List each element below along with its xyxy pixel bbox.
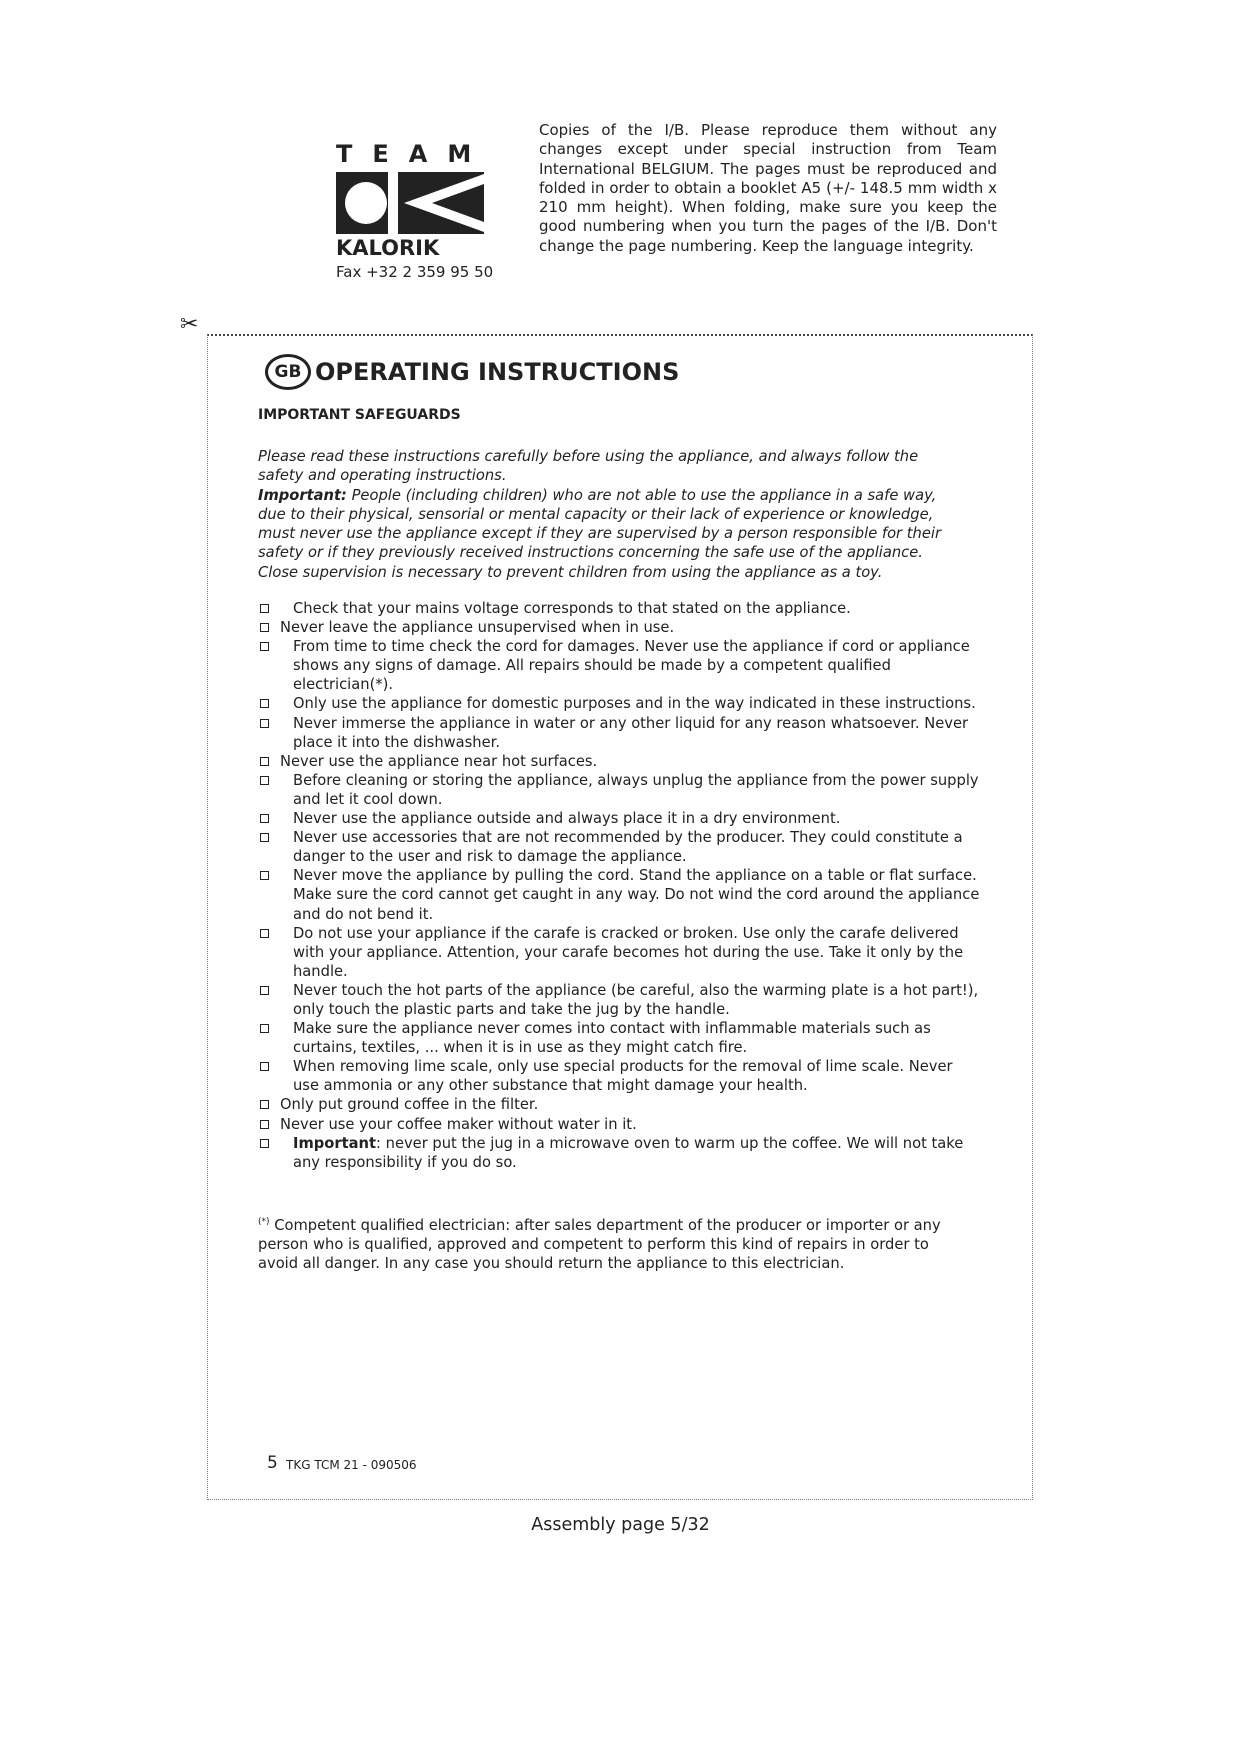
- list-item: [258, 1115, 983, 1134]
- list-item: [258, 1134, 983, 1172]
- checkbox-bullet-icon: [260, 1120, 269, 1129]
- checkbox-bullet-icon: [260, 719, 269, 728]
- footnote-text: Competent qualified electrician: after sales department of the producer or importer or any person who is qualified, approved and competent to perform this kind of repairs in order to avoid all danger. In any case you should return the appliance to this electrician.: [258, 1216, 941, 1273]
- intro-text: [258, 447, 958, 582]
- checkbox-bullet-icon: [260, 814, 269, 823]
- list-item-text: Only put ground coffee in the filter.: [280, 1096, 539, 1114]
- page-title: OPERATING INSTRUCTIONS: [315, 358, 680, 386]
- document-code: TKG TCM 21 - 090506: [286, 1458, 417, 1472]
- section-heading: [265, 354, 679, 390]
- checkbox-bullet-icon: [260, 757, 269, 766]
- list-item: [258, 637, 983, 694]
- scissors-icon: ✂: [180, 312, 199, 337]
- list-item-text: Before cleaning or storing the appliance, always unplug the appliance from the power supply and let it cool down.: [293, 771, 979, 808]
- list-item-text: Check that your mains voltage corresponds to that stated on the appliance.: [293, 600, 851, 617]
- checkbox-bullet-icon: [260, 699, 269, 708]
- list-item-text: Only use the appliance for domestic purposes and in the way indicated in these instructions.: [293, 695, 976, 713]
- safeguards-heading: IMPORTANT SAFEGUARDS: [258, 407, 461, 423]
- list-item-text: When removing lime scale, only use special products for the removal of lime scale. Never use ammonia or any other substance that might damage your health.: [293, 1058, 953, 1095]
- list-item-text: Never immerse the appliance in water or any other liquid for any reason whatsoever. Never place it into the dishwasher.: [293, 714, 969, 751]
- list-item: [258, 809, 983, 828]
- checkbox-bullet-icon: [260, 776, 269, 785]
- list-item: [258, 599, 983, 618]
- checkbox-bullet-icon: [260, 986, 269, 995]
- list-item-text: Never use accessories that are not recommended by the producer. They could constitute a danger to the user and risk to damage the appliance.: [293, 829, 963, 866]
- kalorik-k-mark-icon: [336, 172, 484, 234]
- gb-language-badge: GB: [265, 354, 311, 390]
- assembly-page-label: Assembly page 5/32: [531, 1515, 710, 1535]
- checkbox-bullet-icon: [260, 1024, 269, 1033]
- checkbox-bullet-icon: [260, 1100, 269, 1109]
- logo-brand-text: KALORIK: [336, 236, 440, 260]
- intro-important: [258, 486, 958, 563]
- important-label: Important: [293, 1134, 377, 1152]
- list-item-text: Never touch the hot parts of the appliance (be careful, also the warming plate is a hot part!), only touch the plastic parts and take the jug by the handle.: [293, 981, 979, 1018]
- list-item: [258, 714, 983, 752]
- page-number: 5: [267, 1453, 278, 1473]
- copies-instruction-note: Copies of the I/B. Please reproduce them without any changes except under special instruction from Team International BELGIUM. The pages must be reproduced and folded in order to obtain a booklet A5 (+/- 148.5 mm width x 210 mm height). When folding, make sure you keep the good numbering when you turn the pages of the I/B. Don't change the page numbering. Keep the language integrity.: [539, 121, 997, 255]
- safeguard-list: [258, 599, 983, 1172]
- list-item-text: Never use the appliance near hot surfaces.: [280, 752, 598, 770]
- list-item: [258, 1057, 983, 1095]
- list-item: [258, 694, 983, 713]
- list-item-text: Never move the appliance by pulling the cord. Stand the appliance on a table or flat surface. Make sure the cord cannot get caught in any way. Do not wind the cord around the appliance and do not bend it.: [293, 867, 980, 923]
- list-item: [258, 866, 983, 923]
- footnote: [258, 1213, 968, 1274]
- list-item: [258, 981, 983, 1019]
- checkbox-bullet-icon: [260, 1062, 269, 1071]
- list-item-text: Make sure the appliance never comes into contact with inflammable materials such as curtains, textiles, ... when it is in use as they might catch fire.: [293, 1020, 931, 1057]
- list-item-text: Never use your coffee maker without water in it.: [280, 1115, 637, 1133]
- list-item: [258, 1019, 983, 1057]
- list-item: [258, 828, 983, 866]
- intro-read: Please read these instructions carefully before using the appliance, and always follow the safety and operating instructions.: [258, 448, 919, 485]
- list-item: [258, 924, 983, 981]
- list-item-text: : never put the jug in a microwave oven to warm up the coffee. We will not take any responsibility if you do so.: [293, 1134, 964, 1171]
- important-text: People (including children) who are not able to use the appliance in a safe way, due to their physical, sensorial or mental capacity or their lack of experience or knowledge, must never use the appliance except if they are supervised by a person responsible for their safety or if they previously received instructions concerning the safe use of the appliance.: [258, 486, 941, 562]
- team-kalorik-logo: [336, 140, 492, 260]
- checkbox-bullet-icon: [260, 929, 269, 938]
- important-label: Important:: [258, 486, 347, 504]
- list-item-text: Never use the appliance outside and always place it in a dry environment.: [293, 810, 841, 828]
- list-item-text: From time to time check the cord for damages. Never use the appliance if cord or appliance shows any signs of damage. All repairs should be made by a competent qualified electrician(*).: [293, 638, 970, 694]
- fax-number: Fax +32 2 359 95 50: [336, 263, 494, 281]
- list-item: [258, 771, 983, 809]
- checkbox-bullet-icon: [260, 833, 269, 842]
- list-item: [258, 618, 983, 637]
- list-item: [258, 1095, 983, 1114]
- checkbox-bullet-icon: [260, 623, 269, 632]
- checkbox-bullet-icon: [260, 642, 269, 651]
- list-item-text: Do not use your appliance if the carafe is cracked or broken. Use only the carafe delivered with your appliance. Attention, your carafe becomes hot during the use. Take it only by the handle.: [293, 924, 964, 980]
- list-item-text: Never leave the appliance unsupervised when in use.: [280, 619, 675, 637]
- checkbox-bullet-icon: [260, 604, 269, 613]
- list-item: [258, 752, 983, 771]
- footnote-marker: (*): [258, 1217, 270, 1227]
- checkbox-bullet-icon: [260, 1139, 269, 1148]
- checkbox-bullet-icon: [260, 871, 269, 880]
- intro-supervision: Close supervision is necessary to prevent children from using the appliance as a toy.: [258, 563, 883, 581]
- logo-team-text: TEAM: [336, 140, 492, 168]
